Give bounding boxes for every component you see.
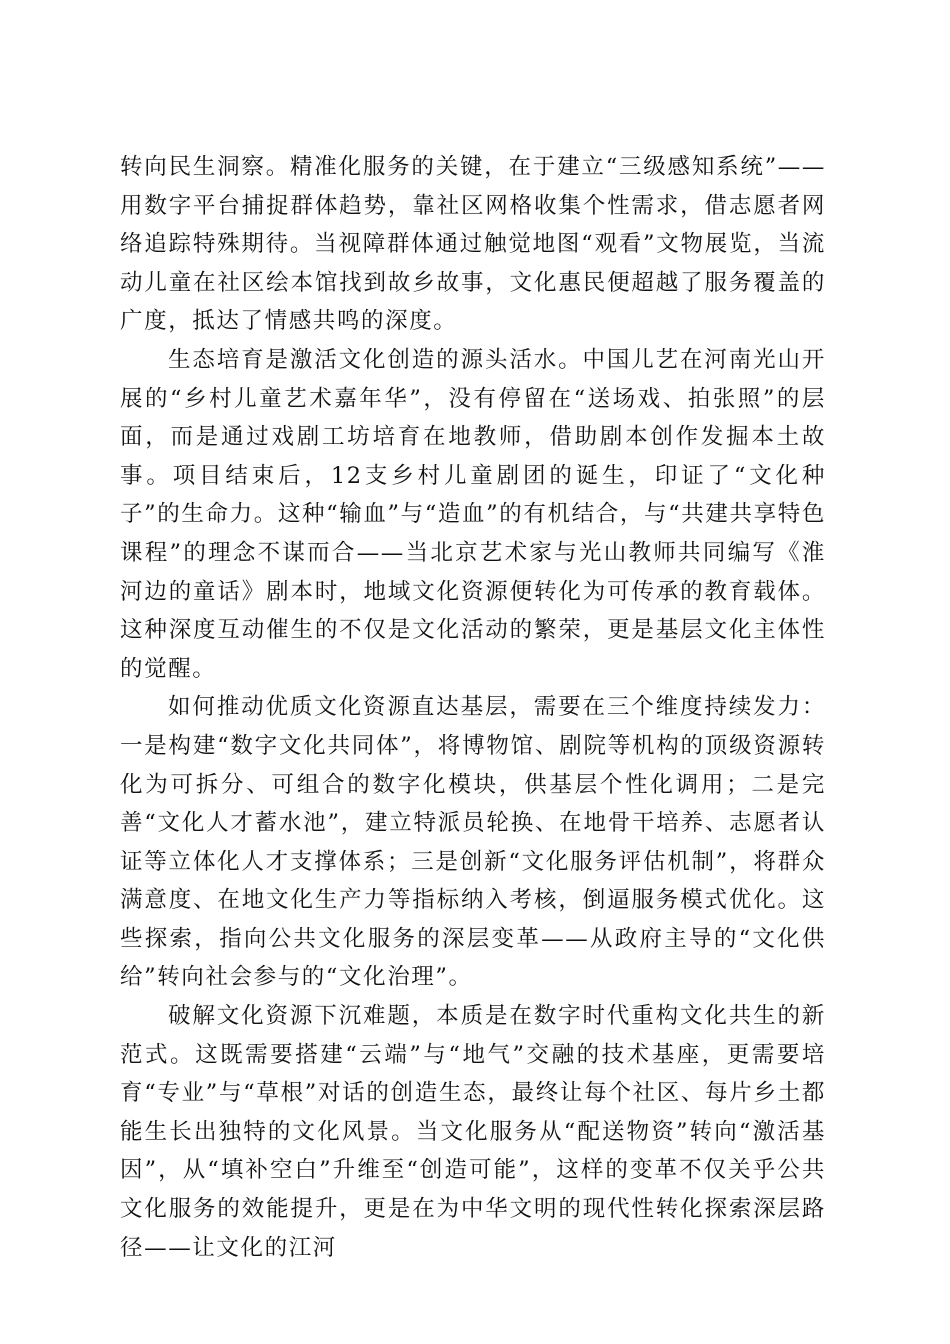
paragraph-continuation: 转向民生洞察。精准化服务的关键，在于建立“三级感知系统”——用数字平台捕捉群体趋势，靠社区网格收集个性需求，借志愿者网络追踪特殊期待。当视障群体通过触觉地图“观看”文物展览，当流动儿童在社区绘本馆找到故乡故事，文化惠民便超越了服务覆盖的广度，抵达了情感共鸣的深度。 (120, 154, 826, 335)
paragraph-ecology-cultivation: 生态培育是激活文化创造的源头活水。中国儿艺在河南光山开展的“乡村儿童艺术嘉年华”，没有停留在“送场戏、拍张照”的层面，而是通过戏剧工坊培育在地教师，借助剧本创作发掘本土故事。项目结束后，12支乡村儿童剧团的诞生，印证了“文化种子”的生命力。这种“输血”与“造血”的有机结合，与“共建共享特色课程”的理念不谋而合——当北京艺术家与光山教师共同编写《淮河边的童话》剧本时，地域文化资源便转化为可传承的教育载体。这种深度互动催生的不仅是文化活动的繁荣，更是基层文化主体性的觉醒。 (120, 346, 826, 682)
paragraph-new-paradigm: 破解文化资源下沉难题，本质是在数字时代重构文化共生的新范式。这既需要搭建“云端”与“地气”交融的技术基座，更需要培育“专业”与“草根”对话的创造生态，最终让每个社区、每片乡土都能生长出独特的文化风景。当文化服务从“配送物资”转向“激活基因”，从“填补空白”升维至“创造可能”，这样的变革不仅关乎公共文化服务的效能提升，更是在为中华文明的现代性转化探索深层路径——让文化的江河 (120, 1003, 826, 1261)
document-body (120, 148, 826, 1267)
paragraph-three-dimensions: 如何推动优质文化资源直达基层，需要在三个维度持续发力：一是构建“数字文化共同体”，将博物馆、剧院等机构的顶级资源转化为可拆分、可组合的数字化模块，供基层个性化调用；二是完善“文化人才蓄水池”，建立特派员轮换、在地骨干培养、志愿者认证等立体化人才支撑体系；三是创新“文化服务评估机制”，将群众满意度、在地文化生产力等指标纳入考核，倒逼服务模式优化。这些探索，指向公共文化服务的深层变革——从政府主导的“文化供给”转向社会参与的“文化治理”。 (120, 694, 826, 991)
